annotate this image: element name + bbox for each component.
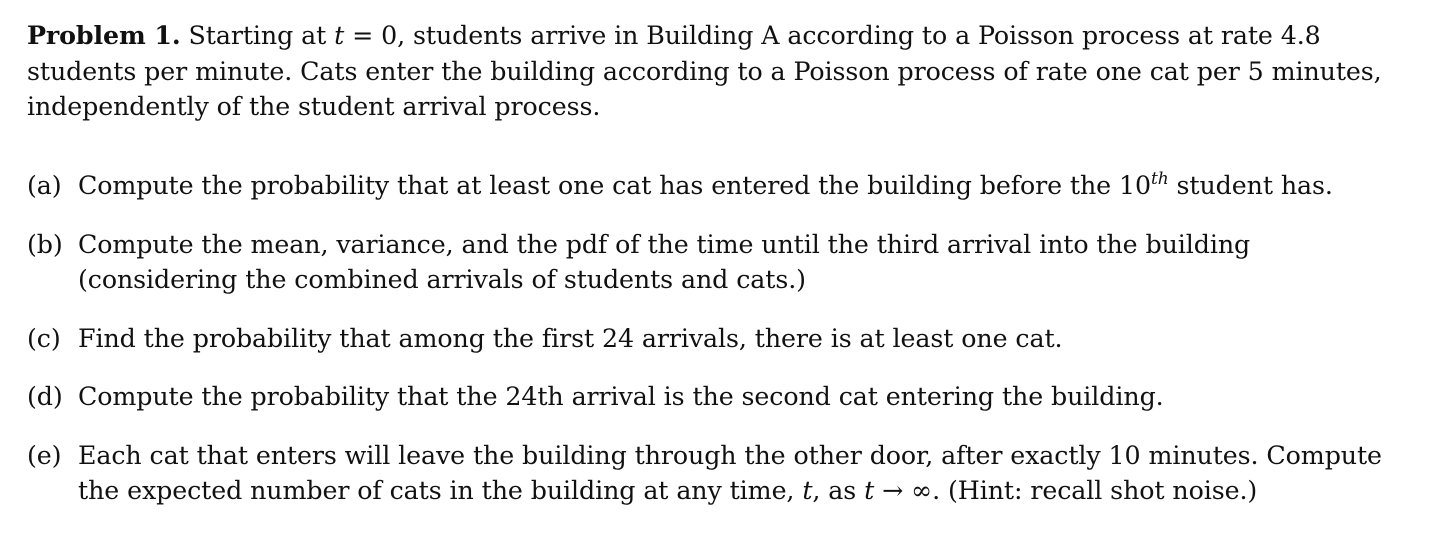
part-e-text: Each cat that enters will leave the building through the other door, after exactly 10 minutes. Compute the expected number of cats in the building at any time, <box>78 440 1382 505</box>
part-b-text: Compute the mean, variance, and the pdf of the time until the third arrival into the building (considering the combined arrivals of students and cats.) <box>78 229 1251 294</box>
part-b-marker: (b) <box>27 229 63 259</box>
problem-statement <box>27 18 1417 125</box>
part-a-text-end: student has. <box>1168 171 1333 200</box>
part-d-marker: (d) <box>27 382 63 411</box>
part-a <box>27 168 1417 204</box>
part-e-limit: t → ∞ <box>864 476 933 505</box>
part-d-text: Compute the probability that the 24th arrival is the second cat entering the building. <box>78 382 1164 411</box>
part-e-text-3: . (Hint: recall shot noise.) <box>932 476 1258 505</box>
part-c-text: Find the probability that among the first 24 arrivals, there is at least one cat. <box>78 323 1063 353</box>
time-variable: t <box>334 21 345 50</box>
part-b <box>27 227 1417 298</box>
parts-list <box>27 168 1417 532</box>
part-a-superscript: th <box>1150 168 1169 189</box>
part-e-marker: (e) <box>27 440 62 470</box>
part-a-text: Compute the probability that at least one cat has entered the building before the 10 <box>78 171 1151 200</box>
part-c-marker: (c) <box>27 323 61 353</box>
problem-document <box>27 18 1417 505</box>
part-e-text-2: , as <box>812 476 865 505</box>
intro-text-start: Starting at <box>180 21 335 50</box>
part-a-marker: (a) <box>27 171 62 200</box>
part-d <box>27 379 1417 415</box>
intro-text-rest: = 0, students arrive in Building A according to a Poisson process at rate 4.8 students per minute. Cats enter the building according to a Poisson process of rate one cat per 5 minutes, independently of the student arrival process. <box>27 21 1382 121</box>
part-c <box>27 321 1417 357</box>
problem-label: Problem 1. <box>27 20 181 50</box>
part-e-time-variable: t <box>802 476 813 505</box>
part-e <box>27 438 1417 509</box>
